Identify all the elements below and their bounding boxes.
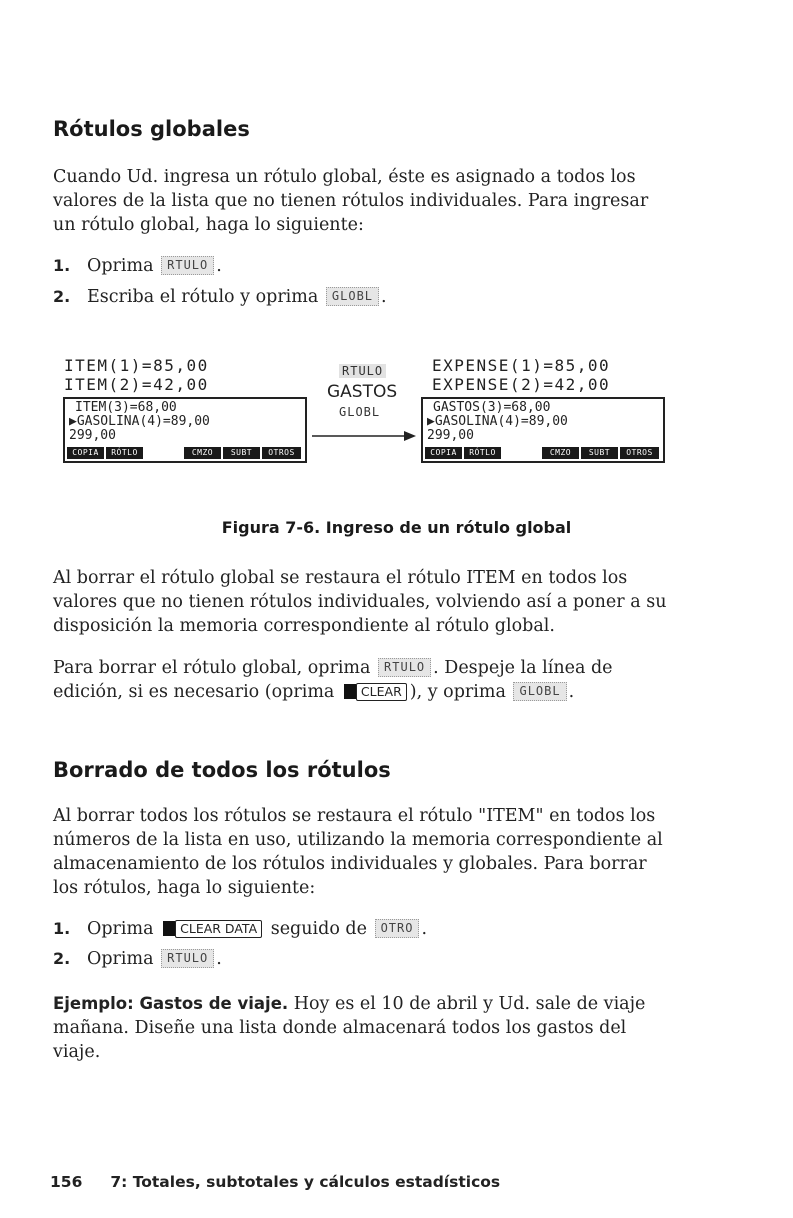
shift-key-icon bbox=[163, 921, 175, 936]
step-1-list-item bbox=[53, 254, 222, 278]
globl-softkey: GLOBL bbox=[326, 287, 379, 306]
step-number: 1. bbox=[53, 256, 71, 275]
step-text: Oprima bbox=[87, 256, 154, 276]
rtulo-softkey: RTULO bbox=[161, 256, 214, 275]
menu-bar bbox=[425, 447, 661, 459]
step-text: seguido de bbox=[270, 919, 367, 939]
rtulo-key: RTULO bbox=[339, 364, 386, 378]
menu-key-subt: SUBT bbox=[581, 447, 618, 459]
menu-key-copia: COPIA bbox=[67, 447, 104, 459]
step-end: . bbox=[216, 949, 222, 969]
clear-step-2 bbox=[53, 947, 222, 971]
step-number: 2. bbox=[53, 949, 71, 968]
globl-softkey: GLOBL bbox=[513, 682, 566, 701]
right-display-line-1: EXPENSE(1)=85,00 bbox=[432, 356, 611, 375]
figure-caption: Figura 7-6. Ingreso de un rótulo global bbox=[221, 518, 572, 537]
right-lcd-screen bbox=[421, 397, 665, 463]
menu-key-otros: OTROS bbox=[620, 447, 659, 459]
left-display-line-1: ITEM(1)=85,00 bbox=[64, 356, 209, 375]
menu-key-cmzo: CMZO bbox=[184, 447, 221, 459]
menu-key-otros: OTROS bbox=[262, 447, 301, 459]
menu-key-rotlo: RÓTLO bbox=[106, 447, 143, 459]
arrow-right-icon bbox=[312, 430, 416, 442]
lcd-line-1: GASTOS(3)=68,00 bbox=[433, 400, 551, 415]
clear-keycap: CLEAR bbox=[356, 683, 407, 701]
step-text: Oprima bbox=[87, 949, 154, 969]
step-end: . bbox=[381, 287, 387, 307]
clear-all-intro: Al borrar todos los rótulos se restaura el rótulo "ITEM" en todos los números de la lista en uso, utilizando la memoria correspondiente al almacenamiento de los rótulos individuales y globales. Para borrar los rótulos, haga lo siguiente: bbox=[53, 806, 663, 898]
example-label: Ejemplo: Gastos de viaje. bbox=[53, 994, 289, 1013]
clear-step-1 bbox=[53, 917, 427, 941]
step-text: Escriba el rótulo y oprima bbox=[87, 287, 319, 307]
text: ), y oprima bbox=[409, 682, 506, 702]
restore-paragraph: Al borrar el rótulo global se restaura el rótulo ITEM en todos los valores que no tienen rótulos individuales, volviendo así a poner a su disposición la memoria correspondiente al rótulo global. bbox=[53, 568, 667, 636]
delete-global-paragraph bbox=[53, 656, 668, 704]
menu-key-subt: SUBT bbox=[223, 447, 260, 459]
lcd-line-2-current: ▶GASOLINA(4)=89,00 bbox=[69, 414, 210, 429]
rtulo-softkey: RTULO bbox=[161, 949, 214, 968]
example-text: Hoy es el 10 de abril y Ud. sale de viaje mañana. Diseñe una lista donde almacenará todos los gastos del viaje. bbox=[53, 994, 646, 1062]
lcd-line-3-total: 299,00 bbox=[427, 428, 474, 443]
menu-key-rotlo: RÓTLO bbox=[464, 447, 501, 459]
page-number: 156 bbox=[50, 1173, 83, 1191]
shift-key-icon bbox=[344, 684, 356, 699]
lcd-line-2-current: ▶GASOLINA(4)=89,00 bbox=[427, 414, 568, 429]
section-heading-clear-all-labels: Borrado de todos los rótulos bbox=[53, 758, 391, 782]
step-number: 2. bbox=[53, 287, 71, 306]
left-display-line-2: ITEM(2)=42,00 bbox=[64, 375, 209, 394]
text: . bbox=[568, 682, 575, 702]
rtulo-softkey: RTULO bbox=[378, 658, 431, 677]
section-heading-global-labels: Rótulos globales bbox=[53, 117, 250, 141]
menu-key-copia: COPIA bbox=[425, 447, 462, 459]
text: . Despeje la línea de edición, si es necesario (oprima bbox=[53, 658, 613, 702]
chapter-title: 7: Totales, subtotales y cálculos estadísticos bbox=[110, 1173, 501, 1191]
left-lcd-screen bbox=[63, 397, 307, 463]
lcd-line-3-total: 299,00 bbox=[69, 428, 116, 443]
menu-bar bbox=[67, 447, 303, 459]
example-paragraph bbox=[53, 992, 668, 1064]
menu-key-cmzo: CMZO bbox=[542, 447, 579, 459]
right-display-line-2: EXPENSE(2)=42,00 bbox=[432, 375, 611, 394]
step-end: . bbox=[216, 256, 222, 276]
clear-data-keycap: CLEAR DATA bbox=[175, 920, 262, 938]
step-text: Oprima bbox=[87, 919, 154, 939]
step-2-list-item bbox=[53, 285, 387, 309]
step-end: . bbox=[421, 919, 428, 939]
typed-label-gastos: GASTOS bbox=[327, 382, 398, 402]
global-labels-intro: Cuando Ud. ingresa un rótulo global, éste es asignado a todos los valores de la lista que no tienen rótulos individuales. Para ingresar un rótulo global, haga lo siguiente: bbox=[53, 167, 649, 235]
lcd-line-1: ITEM(3)=68,00 bbox=[75, 400, 177, 415]
otro-softkey: OTRO bbox=[375, 919, 420, 938]
text: Para borrar el rótulo global, oprima bbox=[53, 658, 371, 678]
step-number: 1. bbox=[53, 919, 71, 938]
page-footer bbox=[50, 1173, 500, 1191]
globl-key: GLOBL bbox=[339, 405, 381, 419]
